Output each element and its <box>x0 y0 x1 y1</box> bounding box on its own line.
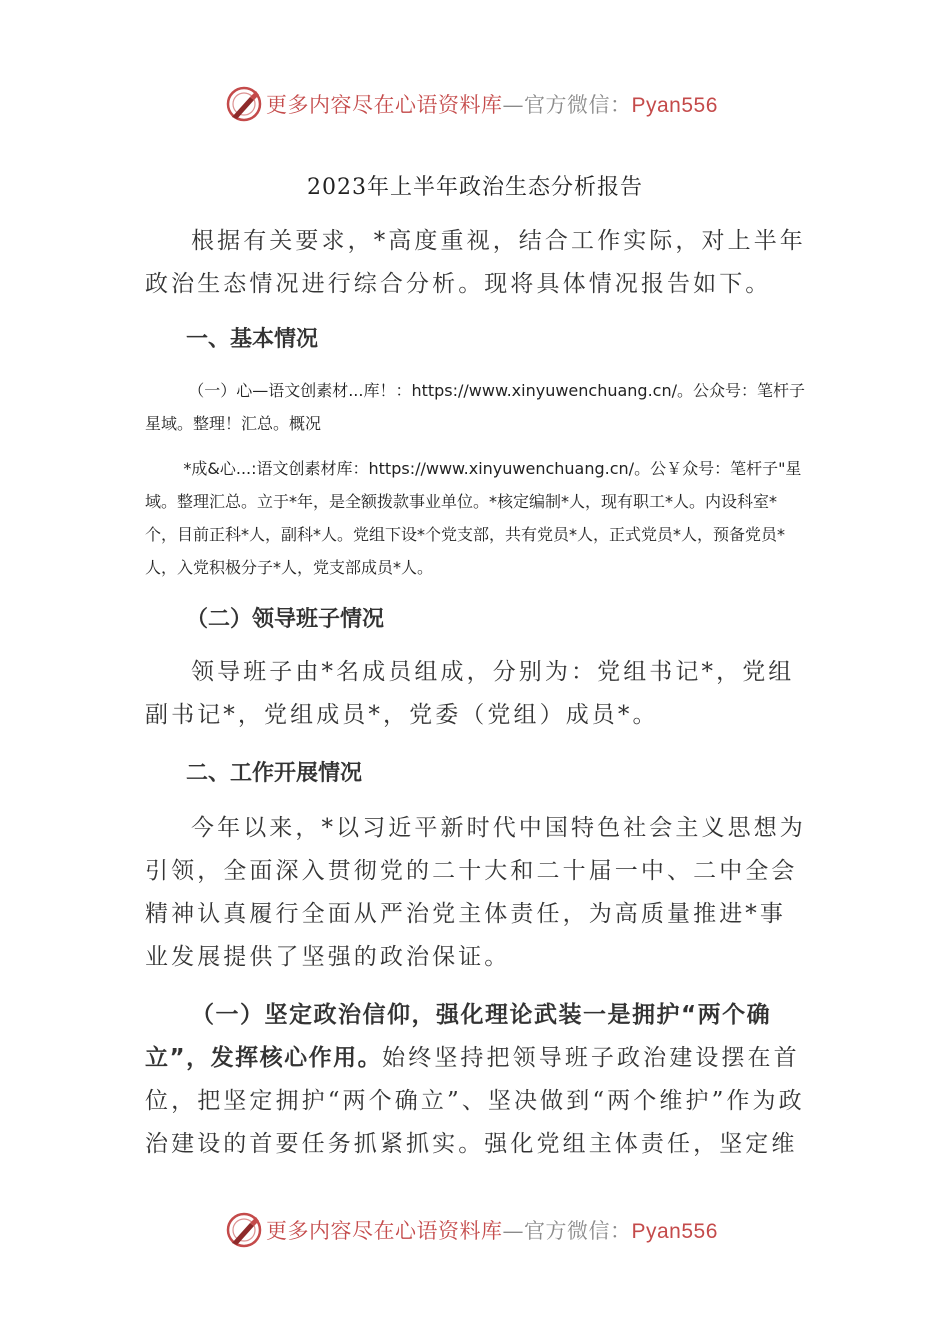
section-2-sub1-bold-lead: （一）坚定政治信仰，强化理论武装一是拥护“两个确立”，发挥核心作用。 <box>145 1002 772 1071</box>
banner-dash: — <box>502 93 524 117</box>
banner-dash: — <box>502 1219 524 1243</box>
pen-logo-icon <box>226 1212 262 1248</box>
section-1-sub1-body: *成&心...:语文创素材库：https://www.xinyuwenchuang.cn/。公￥众号：笔杆子"星域。整理汇总。立于*年，是全额拨款事业单位。*核定编制*人，现有职工*人。内设科室*个，目前正科*人，副科*人。党组下设*个党支部，共有党员*人，正式党员*人，预备党员*人，入党积极分子*人，党支部成员*人。 <box>145 459 802 577</box>
banner-text <box>266 89 718 119</box>
section-1-heading: 一、基本情况 <box>186 327 319 352</box>
intro-paragraph: 根据有关要求，*高度重视，结合工作实际，对上半年政治生态情况进行综合分析。现将具体情况报告如下。 <box>145 228 806 297</box>
document-title: 2023年上半年政治生态分析报告 <box>307 175 643 200</box>
banner-wechat-id: Pyan556 <box>631 94 718 117</box>
banner-wechat-label: 官方微信： <box>524 93 632 117</box>
banner-main-text: 更多内容尽在心语资料库 <box>266 1219 503 1243</box>
section-2-sub1-paragraph <box>145 994 807 1166</box>
banner-wechat-id: Pyan556 <box>631 1220 718 1243</box>
banner-text <box>266 1215 718 1245</box>
header-banner <box>226 84 718 124</box>
banner-main-text: 更多内容尽在心语资料库 <box>266 93 503 117</box>
banner-wechat-label: 官方微信： <box>524 1219 632 1243</box>
section-2-heading: 二、工作开展情况 <box>186 761 363 786</box>
section-1-sub1-heading: （一）心—语文创素材...库！：https://www.xinyuwenchuang.cn/。公众号：笔杆子星域。整理！汇总。概况 <box>145 381 806 433</box>
section-2-body: 今年以来，*以习近平新时代中国特色社会主义思想为引领，全面深入贯彻党的二十大和二十届一中、二中全会精神认真履行全面从严治党主体责任，为高质量推进*事业发展提供了坚强的政治保证。 <box>145 815 806 970</box>
footer-banner <box>226 1210 718 1250</box>
pen-logo-icon <box>226 86 262 122</box>
section-1-sub2-heading: （二）领导班子情况 <box>186 607 385 632</box>
section-2-sub1-body: 始终坚持把领导班子政治建设摆在首位，把坚定拥护“两个确立”、坚决做到“两个维护”作为政治建设的首要任务抓紧抓实。强化党组主体责任，坚定维 <box>145 1045 805 1157</box>
section-1-sub2-body: 领导班子由*名成员组成，分别为：党组书记*，党组副书记*，党组成员*，党委（党组）成员*。 <box>145 659 795 728</box>
